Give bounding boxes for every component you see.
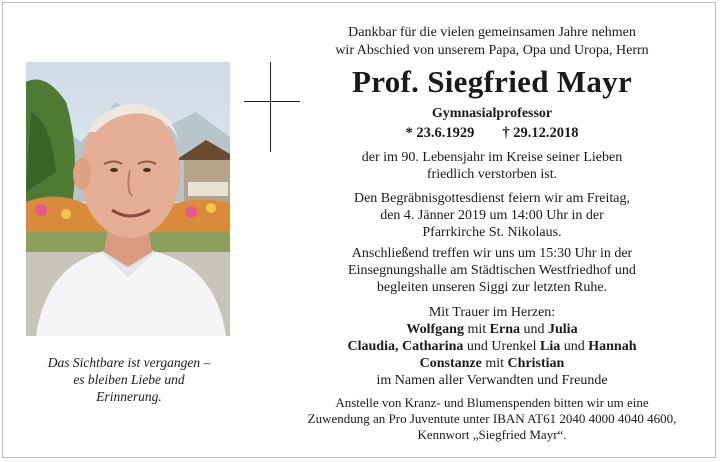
memorial-quote <box>20 354 238 405</box>
quote-line: Erinnerung. <box>96 389 162 404</box>
burial-line: Einsegnungshalle am Städtischen Westfriedhof und <box>348 263 636 278</box>
quote-line: es bleiben Liebe und <box>73 372 185 387</box>
mourner-name: Erna <box>489 322 520 337</box>
profession: Gymnasialprofessor <box>431 106 553 121</box>
intro-line: wir Abschied von unserem Papa, Opa und Uropa, Herrn <box>335 43 649 58</box>
connector-text: mit <box>481 356 508 371</box>
portrait-photo <box>26 62 230 336</box>
burial-line: begleiten unseren Siggi zur letzten Ruhe. <box>376 280 608 295</box>
funeral-line: den 4. Jänner 2019 um 14:00 Uhr in der <box>380 208 604 223</box>
connector-text: und <box>560 339 589 354</box>
mourners-line: im Namen aller Verwandten und Freunde <box>376 373 608 388</box>
passing-line: der im 90. Lebensjahr im Kreise seiner Lieben <box>361 150 623 165</box>
mourners-line <box>300 339 684 355</box>
intro-line: Dankbar für die vielen gemeinsamen Jahre nehmen <box>348 25 636 40</box>
mourner-name: Julia <box>548 322 578 337</box>
funeral-line: Den Begräbnisgottesdienst feiern wir am Freitag, <box>353 191 631 206</box>
cross-icon <box>270 62 271 152</box>
mourners-intro: Mit Trauer im Herzen: <box>428 305 556 320</box>
donation-line: Anstelle von Kranz- und Blumenspenden bitten wir um eine <box>335 395 649 410</box>
donation-line: Zuwendung an Pro Juventute unter IBAN AT61 2040 4000 4040 4600, <box>307 411 677 426</box>
connector-text: und Urenkel <box>463 339 541 354</box>
quote-line: Das Sichtbare ist vergangen – <box>47 355 211 370</box>
connector-text: mit <box>463 322 490 337</box>
birth-date: * 23.6.1929 <box>405 125 475 141</box>
mourner-name: Christian <box>507 356 565 371</box>
passing-line: friedlich verstorben ist. <box>426 167 558 182</box>
death-date: † 29.12.2018 <box>502 125 579 141</box>
mourner-name: Lia <box>540 339 561 354</box>
cross-icon-bar <box>244 101 300 102</box>
mourners-line <box>300 356 684 372</box>
mourners-line <box>300 322 684 338</box>
life-dates <box>300 125 684 142</box>
donation-line: Kennwort „Siegfried Mayr“. <box>417 427 567 442</box>
funeral-line: Pfarrkirche St. Nikolaus. <box>422 225 562 240</box>
deceased-name: Prof. Siegfried Mayr <box>351 64 633 99</box>
mourner-name: Constanze <box>419 356 482 371</box>
burial-line: Anschließend treffen wir uns um 15:30 Uhr in der <box>351 246 633 261</box>
mourner-name: Wolfgang <box>406 322 464 337</box>
connector-text: und <box>520 322 548 337</box>
mourner-name: Claudia, Catharina <box>347 339 464 354</box>
mourner-name: Hannah <box>588 339 637 354</box>
